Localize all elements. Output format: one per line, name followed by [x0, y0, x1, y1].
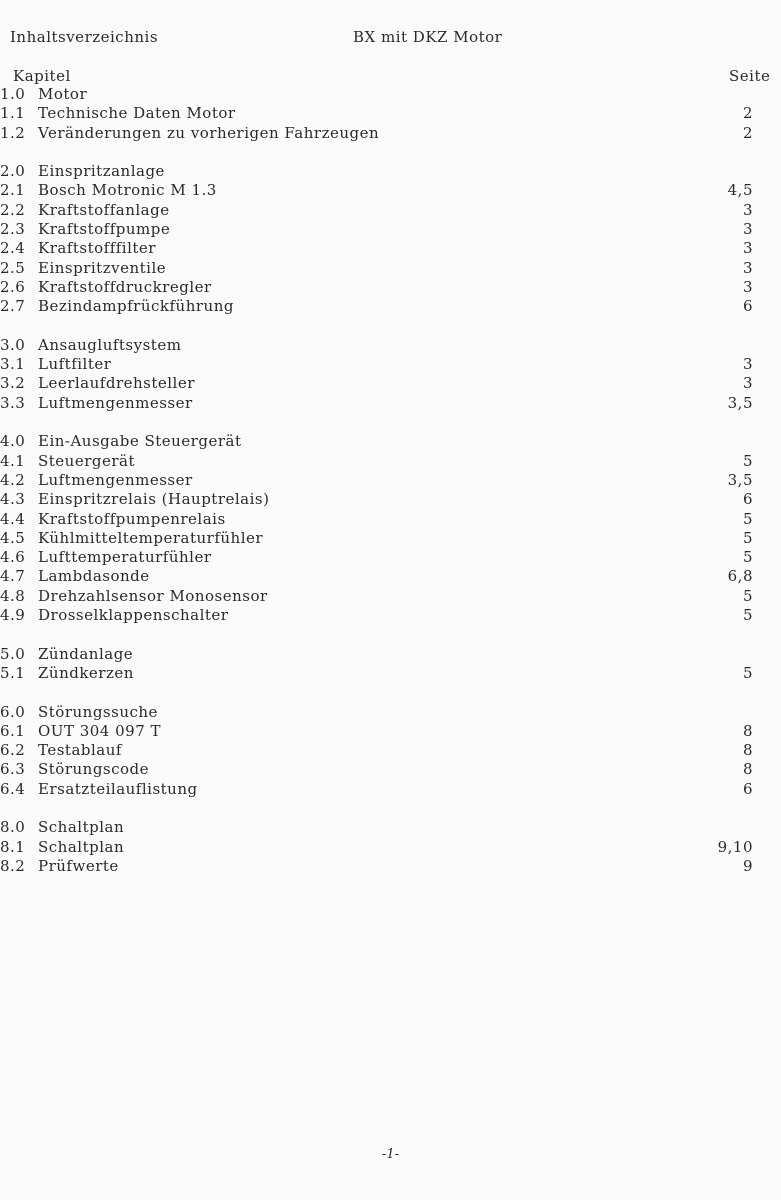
entry-page: 2	[742, 123, 753, 142]
table-of-contents	[0, 85, 781, 876]
entry-title: Kraftstoffpumpenrelais	[38, 509, 226, 528]
toc-entry	[0, 124, 781, 143]
entry-title: Ein-Ausgabe Steuergerät	[38, 432, 242, 451]
page-number-footer: -1-	[381, 1147, 400, 1162]
toc-entry	[0, 664, 781, 683]
toc-entry	[0, 857, 781, 876]
toc-entry	[0, 529, 781, 548]
entry-number: 6.2	[0, 741, 26, 760]
toc-entry	[0, 201, 781, 220]
entry-title: Luftfilter	[38, 355, 112, 374]
toc-entry	[0, 471, 781, 490]
entry-page: 5	[742, 663, 753, 682]
section-spacer	[0, 143, 781, 162]
entry-page: 3	[742, 277, 753, 296]
entry-page: 5	[742, 548, 753, 567]
entry-title: Motor	[38, 85, 88, 103]
entry-number: 3.3	[0, 393, 26, 412]
entry-title: Drehzahlsensor Monosensor	[38, 586, 268, 605]
entry-page: 5	[742, 528, 753, 547]
entry-number: 3.1	[0, 355, 26, 374]
entry-title: Einspritzventile	[38, 258, 167, 277]
entry-title: Schaltplan	[38, 818, 125, 837]
toc-entry	[0, 259, 781, 278]
section-heading	[0, 645, 781, 664]
entry-number: 4.2	[0, 470, 26, 489]
section-heading	[0, 162, 781, 181]
toc-entry	[0, 548, 781, 567]
entry-page: 2	[742, 104, 753, 123]
toc-entry	[0, 355, 781, 374]
entry-page: 5	[742, 606, 753, 625]
entry-number: 1.2	[0, 123, 26, 142]
toc-entry	[0, 181, 781, 200]
entry-page: 3	[742, 258, 753, 277]
entry-page: 3	[742, 239, 753, 258]
entry-page: 8	[742, 741, 753, 760]
toc-entry	[0, 510, 781, 529]
entry-title: Technische Daten Motor	[38, 104, 236, 123]
entry-page: 5	[742, 509, 753, 528]
entry-title: Schaltplan	[38, 837, 125, 856]
entry-number: 6.1	[0, 721, 26, 740]
entry-title: Einspritzrelais (Hauptrelais)	[38, 490, 270, 509]
entry-number: 2.1	[0, 181, 26, 200]
section-spacer	[0, 625, 781, 644]
entry-number: 4.1	[0, 451, 26, 470]
entry-number: 5.1	[0, 663, 26, 682]
toc-entry	[0, 239, 781, 258]
toc-entry	[0, 780, 781, 799]
entry-title: Lambdasonde	[38, 567, 150, 586]
entry-page: 6	[742, 297, 753, 316]
section-heading	[0, 336, 781, 355]
entry-page: 6	[742, 490, 753, 509]
entry-number: 4.6	[0, 548, 26, 567]
toc-entry	[0, 394, 781, 413]
entry-number: 4.9	[0, 606, 26, 625]
entry-number: 4.4	[0, 509, 26, 528]
toc-entry	[0, 722, 781, 741]
entry-page: 5	[742, 586, 753, 605]
entry-page: 8	[742, 760, 753, 779]
entry-title: Drosselklappenschalter	[38, 606, 229, 625]
entry-number: 2.3	[0, 220, 26, 239]
entry-number: 4.0	[0, 432, 26, 451]
entry-title: Kraftstoffanlage	[38, 200, 170, 219]
entry-page: 5	[742, 451, 753, 470]
entry-page: 9,10	[717, 837, 753, 856]
entry-title: Einspritzanlage	[38, 162, 165, 181]
section-heading	[0, 818, 781, 837]
entry-title: Leerlaufdrehsteller	[38, 374, 195, 393]
chapter-column-label: Kapitel	[13, 67, 71, 85]
entry-number: 2.0	[0, 162, 26, 181]
entry-page: 3	[742, 220, 753, 239]
entry-title: Ansaugluftsystem	[38, 335, 182, 354]
entry-number: 4.3	[0, 490, 26, 509]
entry-number: 3.0	[0, 335, 26, 354]
toc-entry	[0, 452, 781, 471]
entry-number: 4.7	[0, 567, 26, 586]
entry-title: OUT 304 097 T	[38, 721, 162, 740]
toc-entry	[0, 760, 781, 779]
entry-number: 6.3	[0, 760, 26, 779]
section-spacer	[0, 799, 781, 818]
section-spacer	[0, 683, 781, 702]
document-title: Inhaltsverzeichnis	[10, 28, 159, 46]
toc-entry	[0, 741, 781, 760]
entry-title: Bosch Motronic M 1.3	[38, 181, 217, 200]
toc-entry	[0, 587, 781, 606]
section-heading	[0, 703, 781, 722]
entry-page: 6	[742, 779, 753, 798]
entry-number: 8.0	[0, 818, 26, 837]
section-spacer	[0, 317, 781, 336]
section-heading	[0, 85, 781, 104]
toc-entry	[0, 278, 781, 297]
entry-title: Luftmengenmesser	[38, 470, 193, 489]
entry-page: 4,5	[727, 181, 753, 200]
section-spacer	[0, 413, 781, 432]
entry-page: 3,5	[727, 470, 753, 489]
entry-title: Lufttemperaturfühler	[38, 548, 212, 567]
toc-entry	[0, 374, 781, 393]
entry-number: 1.0	[0, 85, 26, 103]
entry-number: 2.5	[0, 258, 26, 277]
entry-title: Zündanlage	[38, 644, 134, 663]
entry-number: 1.1	[0, 104, 26, 123]
entry-number: 4.5	[0, 528, 26, 547]
entry-number: 6.4	[0, 779, 26, 798]
entry-page: 3	[742, 374, 753, 393]
section-heading	[0, 432, 781, 451]
entry-page: 9	[742, 856, 753, 875]
toc-entry	[0, 220, 781, 239]
entry-title: Kühlmitteltemperaturfühler	[38, 528, 264, 547]
entry-page: 8	[742, 721, 753, 740]
entry-title: Kraftstoffdruckregler	[38, 277, 212, 296]
entry-title: Prüfwerte	[38, 856, 119, 875]
entry-number: 2.7	[0, 297, 26, 316]
toc-entry	[0, 838, 781, 857]
entry-number: 2.4	[0, 239, 26, 258]
entry-title: Zündkerzen	[38, 663, 134, 682]
entry-number: 4.8	[0, 586, 26, 605]
toc-entry	[0, 567, 781, 586]
entry-title: Steuergerät	[38, 451, 136, 470]
entry-number: 2.6	[0, 277, 26, 296]
entry-title: Ersatzteilauflistung	[38, 779, 198, 798]
entry-title: Luftmengenmesser	[38, 393, 193, 412]
entry-title: Kraftstoffpumpe	[38, 220, 171, 239]
entry-title: Störungscode	[38, 760, 150, 779]
entry-page: 6,8	[727, 567, 753, 586]
entry-title: Störungssuche	[38, 702, 158, 721]
document-subtitle: BX mit DKZ Motor	[353, 28, 503, 46]
entry-title: Kraftstofffilter	[38, 239, 156, 258]
entry-number: 3.2	[0, 374, 26, 393]
toc-entry	[0, 104, 781, 123]
toc-entry	[0, 297, 781, 316]
entry-title: Bezindampfrückführung	[38, 297, 234, 316]
entry-page: 3,5	[727, 393, 753, 412]
entry-number: 6.0	[0, 702, 26, 721]
entry-number: 8.1	[0, 837, 26, 856]
entry-title: Veränderungen zu vorherigen Fahrzeugen	[38, 123, 380, 142]
entry-page: 3	[742, 355, 753, 374]
entry-page: 3	[742, 200, 753, 219]
page-column-label: Seite	[729, 67, 771, 85]
entry-title: Testablauf	[38, 741, 122, 760]
entry-number: 5.0	[0, 644, 26, 663]
toc-entry	[0, 490, 781, 509]
entry-number: 2.2	[0, 200, 26, 219]
entry-number: 8.2	[0, 856, 26, 875]
toc-entry	[0, 606, 781, 625]
